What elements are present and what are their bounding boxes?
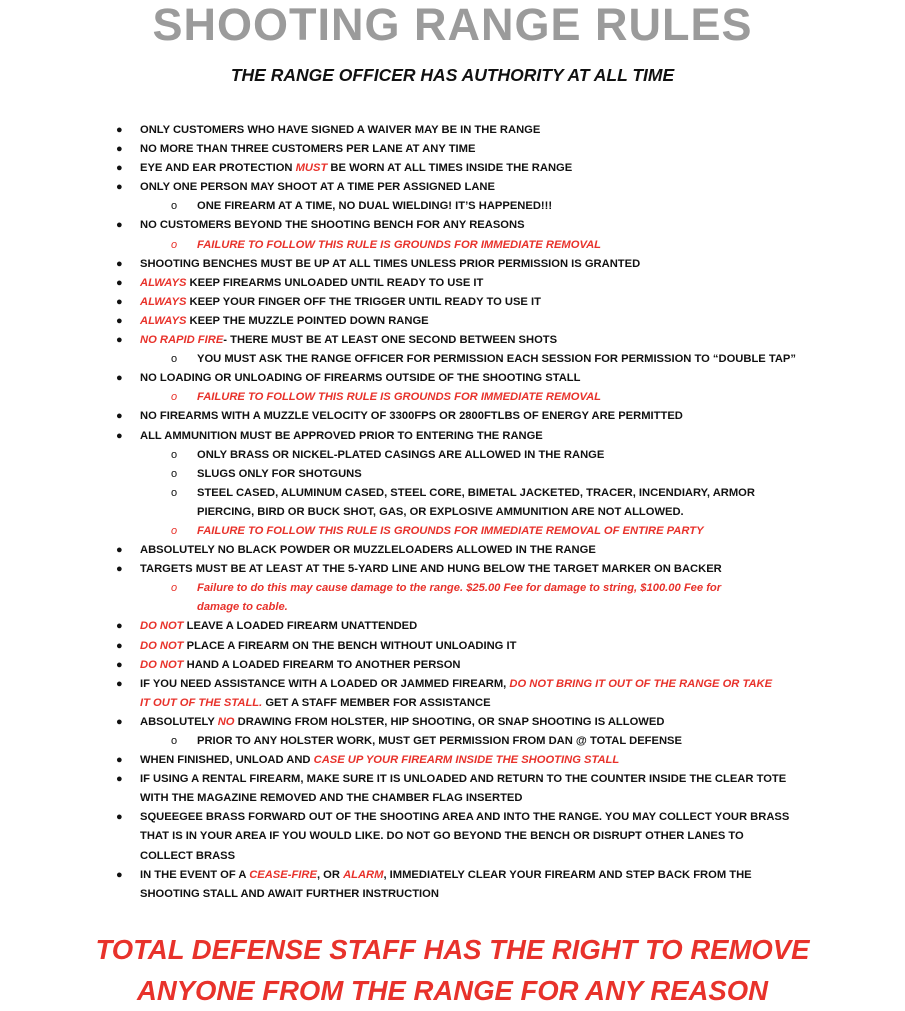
footer-notice bbox=[0, 929, 905, 1011]
rule-item bbox=[0, 541, 830, 560]
rule-item bbox=[0, 560, 830, 579]
rule-item bbox=[0, 427, 830, 446]
circle-bullet-icon: o bbox=[171, 448, 178, 461]
rule-text: EYE AND EAR PROTECTION bbox=[140, 162, 296, 175]
circle-bullet-icon: o bbox=[171, 735, 178, 747]
rule-text: LEAVE A LOADED FIREARM UNATTENDED bbox=[183, 620, 418, 633]
sub-rule-item bbox=[0, 732, 825, 751]
rule-text: KEEP YOUR FINGER OFF THE TRIGGER UNTIL READY TO USE IT bbox=[186, 295, 541, 308]
rule-item bbox=[0, 255, 830, 274]
rule-text: FAILURE TO FOLLOW THIS RULE IS GROUNDS FOR IMMEDIATE REMOVAL OF ENTIRE PARTY bbox=[197, 524, 704, 537]
rule-text: , OR bbox=[316, 868, 344, 881]
rule-text: SLUGS ONLY FOR SHOTGUNS bbox=[197, 467, 362, 480]
rule-emphasis: NO bbox=[217, 715, 235, 728]
rule-text: YOU MUST ASK THE RANGE OFFICER FOR PERMISSION EACH SESSION FOR PERMISSION TO “DOUBLE TAP” bbox=[197, 353, 796, 366]
rule-text: TARGETS MUST BE AT LEAST AT THE 5-YARD LINE AND HUNG BELOW THE TARGET MARKER ON BACKER bbox=[140, 563, 722, 576]
rule-emphasis: DO NOT bbox=[140, 658, 184, 671]
bullet-icon: ● bbox=[116, 124, 123, 136]
rule-emphasis: ALWAYS bbox=[140, 295, 187, 308]
sub-rule-item bbox=[0, 484, 825, 522]
rule-item bbox=[0, 178, 830, 197]
rule-text: NO CUSTOMERS BEYOND THE SHOOTING BENCH FOR ANY REASONS bbox=[140, 219, 525, 232]
rule-text: ABSOLUTELY NO BLACK POWDER OR MUZZLELOADERS ALLOWED IN THE RANGE bbox=[140, 544, 596, 557]
bullet-icon: ● bbox=[116, 276, 123, 289]
bullet-icon: ● bbox=[116, 162, 123, 175]
footer-line-2: ANYONE FROM THE RANGE FOR ANY REASON bbox=[136, 975, 768, 1006]
rule-item bbox=[0, 808, 830, 865]
rule-emphasis: MUST bbox=[295, 162, 328, 175]
rule-text: NO MORE THAN THREE CUSTOMERS PER LANE AT ANY TIME bbox=[140, 143, 476, 156]
bullet-icon: ● bbox=[116, 754, 123, 767]
bullet-icon: ● bbox=[116, 811, 123, 824]
bullet-icon: ● bbox=[116, 429, 123, 442]
bullet-icon: ● bbox=[116, 868, 123, 881]
sub-rule-item bbox=[0, 465, 825, 484]
rule-item bbox=[0, 713, 830, 732]
rule-text: SQUEEGEE BRASS FORWARD OUT OF THE SHOOTING AREA AND INTO THE RANGE. YOU MAY COLLECT YOUR BRASS THAT IS IN YOUR AREA IF YOU WOULD LIKE. DO NOT GO BEYOND THE BENCH OR DISRUPT OTHER LANES TO COLLECT BRASS bbox=[140, 811, 790, 862]
rule-item bbox=[0, 751, 830, 770]
rule-emphasis: CEASE-FIRE bbox=[249, 868, 317, 881]
rule-item bbox=[0, 331, 830, 350]
bullet-icon: ● bbox=[116, 544, 123, 557]
rule-text: FAILURE TO FOLLOW THIS RULE IS GROUNDS FOR IMMEDIATE REMOVAL bbox=[197, 391, 601, 404]
page-title: SHOOTING RANGE RULES bbox=[152, 0, 753, 50]
bullet-icon: ● bbox=[116, 219, 123, 232]
rule-emphasis: DO NOT BRING IT OUT OF THE RANGE OR TAKE IT OUT OF THE STALL. bbox=[140, 677, 773, 709]
bullet-icon: ● bbox=[116, 372, 123, 385]
rule-text: PRIOR TO ANY HOLSTER WORK, MUST GET PERMISSION FROM DAN @ TOTAL DEFENSE bbox=[197, 735, 682, 747]
rule-item bbox=[0, 617, 830, 636]
rule-text: SHOOTING BENCHES MUST BE UP AT ALL TIMES UNLESS PRIOR PERMISSION IS GRANTED bbox=[140, 257, 641, 270]
rule-emphasis: DO NOT bbox=[140, 620, 184, 633]
circle-bullet-icon: o bbox=[171, 391, 178, 404]
rule-text: ALL AMMUNITION MUST BE APPROVED PRIOR TO ENTERING THE RANGE bbox=[140, 429, 543, 442]
circle-bullet-icon: o bbox=[171, 200, 178, 213]
bullet-icon: ● bbox=[116, 295, 123, 308]
rule-item bbox=[0, 274, 830, 293]
bullet-icon: ● bbox=[116, 334, 123, 347]
rule-item bbox=[0, 216, 830, 235]
rules-list bbox=[0, 121, 905, 904]
rule-text: BE WORN AT ALL TIMES INSIDE THE RANGE bbox=[327, 162, 573, 175]
rule-text: ONLY BRASS OR NICKEL-PLATED CASINGS ARE ALLOWED IN THE RANGE bbox=[197, 448, 605, 461]
rule-text: NO FIREARMS WITH A MUZZLE VELOCITY OF 3300FPS OR 2800FTLBS OF ENERGY ARE PERMITTED bbox=[140, 410, 683, 423]
sub-rule-item bbox=[0, 388, 825, 407]
rule-text: ONLY CUSTOMERS WHO HAVE SIGNED A WAIVER MAY BE IN THE RANGE bbox=[140, 124, 541, 136]
rule-emphasis: ALARM bbox=[343, 868, 384, 881]
rule-emphasis: ALWAYS bbox=[140, 276, 187, 289]
bullet-icon: ● bbox=[116, 563, 123, 576]
rule-item bbox=[0, 407, 830, 426]
bullet-icon: ● bbox=[116, 620, 123, 633]
circle-bullet-icon: o bbox=[171, 467, 178, 480]
circle-bullet-icon: o bbox=[171, 353, 178, 366]
rule-text: ABSOLUTELY bbox=[140, 715, 218, 728]
bullet-icon: ● bbox=[116, 658, 123, 671]
rule-text: HAND A LOADED FIREARM TO ANOTHER PERSON bbox=[183, 658, 461, 671]
rule-item bbox=[0, 675, 830, 713]
rule-text: ONE FIREARM AT A TIME, NO DUAL WIELDING! IT’S HAPPENED!!! bbox=[197, 200, 553, 213]
rule-text: GET A STAFF MEMBER FOR ASSISTANCE bbox=[262, 696, 491, 709]
bullet-icon: ● bbox=[116, 773, 123, 786]
rule-item bbox=[0, 656, 830, 675]
circle-bullet-icon: o bbox=[171, 486, 178, 499]
bullet-icon: ● bbox=[116, 314, 123, 327]
bullet-icon: ● bbox=[116, 410, 123, 423]
rule-text: ONLY ONE PERSON MAY SHOOT AT A TIME PER ASSIGNED LANE bbox=[140, 181, 495, 194]
bullet-icon: ● bbox=[116, 257, 123, 270]
rule-text: IF YOU NEED ASSISTANCE WITH A LOADED OR JAMMED FIREARM, bbox=[140, 677, 510, 690]
sub-rule-item bbox=[0, 522, 825, 541]
rule-text: PLACE A FIREARM ON THE BENCH WITHOUT UNLOADING IT bbox=[183, 639, 517, 652]
rule-text: STEEL CASED, ALUMINUM CASED, STEEL CORE, BIMETAL JACKETED, TRACER, INCENDIARY, ARMOR PIERCING, BIRD OR BUCK SHOT, GAS, OR EXPLOSIVE AMMUNITION ARE NOT ALLOWED. bbox=[197, 486, 755, 518]
sub-rule-item bbox=[0, 579, 825, 617]
rule-emphasis: CASE UP YOUR FIREARM INSIDE THE SHOOTING STALL bbox=[313, 754, 620, 767]
rule-item bbox=[0, 770, 830, 808]
rule-item bbox=[0, 866, 830, 904]
rule-text: IN THE EVENT OF A bbox=[140, 868, 250, 881]
circle-bullet-icon: o bbox=[171, 238, 178, 251]
rule-text: , IMMEDIATELY CLEAR YOUR FIREARM AND STEP BACK FROM THE SHOOTING STALL AND AWAIT FURTHER INSTRUCTION bbox=[140, 868, 752, 900]
bullet-icon: ● bbox=[116, 715, 123, 728]
sub-rule-item bbox=[0, 350, 905, 369]
bullet-icon: ● bbox=[116, 639, 123, 652]
sub-rule-item bbox=[0, 197, 825, 216]
rule-text: IF USING A RENTAL FIREARM, MAKE SURE IT IS UNLOADED AND RETURN TO THE COUNTER INSIDE THE CLEAR TOTE WITH THE MAGAZINE REMOVED AND THE CHAMBER FLAG INSERTED bbox=[140, 773, 787, 805]
circle-bullet-icon: o bbox=[171, 582, 178, 595]
page-subtitle: THE RANGE OFFICER HAS AUTHORITY AT ALL TIME bbox=[230, 65, 675, 85]
rule-item bbox=[0, 637, 830, 656]
rule-text: DRAWING FROM HOLSTER, HIP SHOOTING, OR SNAP SHOOTING IS ALLOWED bbox=[234, 715, 665, 728]
rule-emphasis: DO NOT bbox=[140, 639, 184, 652]
rule-item bbox=[0, 293, 830, 312]
rule-emphasis: NO RAPID FIRE bbox=[140, 334, 224, 347]
sub-rule-item bbox=[0, 446, 825, 465]
rule-text: KEEP FIREARMS UNLOADED UNTIL READY TO USE IT bbox=[186, 276, 484, 289]
rule-item bbox=[0, 121, 830, 140]
rule-text: Failure to do this may cause damage to the range. $25.00 Fee for damage to string, $100.00 Fee for damage to cable. bbox=[197, 582, 722, 614]
bullet-icon: ● bbox=[116, 677, 123, 690]
rule-item bbox=[0, 140, 830, 159]
rule-text: - THERE MUST BE AT LEAST ONE SECOND BETWEEN SHOTS bbox=[223, 334, 558, 347]
rule-text: NO LOADING OR UNLOADING OF FIREARMS OUTSIDE OF THE SHOOTING STALL bbox=[140, 372, 581, 385]
bullet-icon: ● bbox=[116, 181, 123, 194]
bullet-icon: ● bbox=[116, 143, 123, 156]
rule-item bbox=[0, 369, 830, 388]
rule-text: KEEP THE MUZZLE POINTED DOWN RANGE bbox=[186, 314, 429, 327]
rule-emphasis: ALWAYS bbox=[140, 314, 187, 327]
circle-bullet-icon: o bbox=[171, 524, 178, 537]
sub-rule-item bbox=[0, 236, 825, 255]
footer-line-1: TOTAL DEFENSE STAFF HAS THE RIGHT TO REMOVE bbox=[95, 934, 810, 965]
rule-text: FAILURE TO FOLLOW THIS RULE IS GROUNDS FOR IMMEDIATE REMOVAL bbox=[197, 238, 601, 251]
rule-item bbox=[0, 312, 830, 331]
rule-text: WHEN FINISHED, UNLOAD AND bbox=[140, 754, 314, 767]
rule-item bbox=[0, 159, 830, 178]
